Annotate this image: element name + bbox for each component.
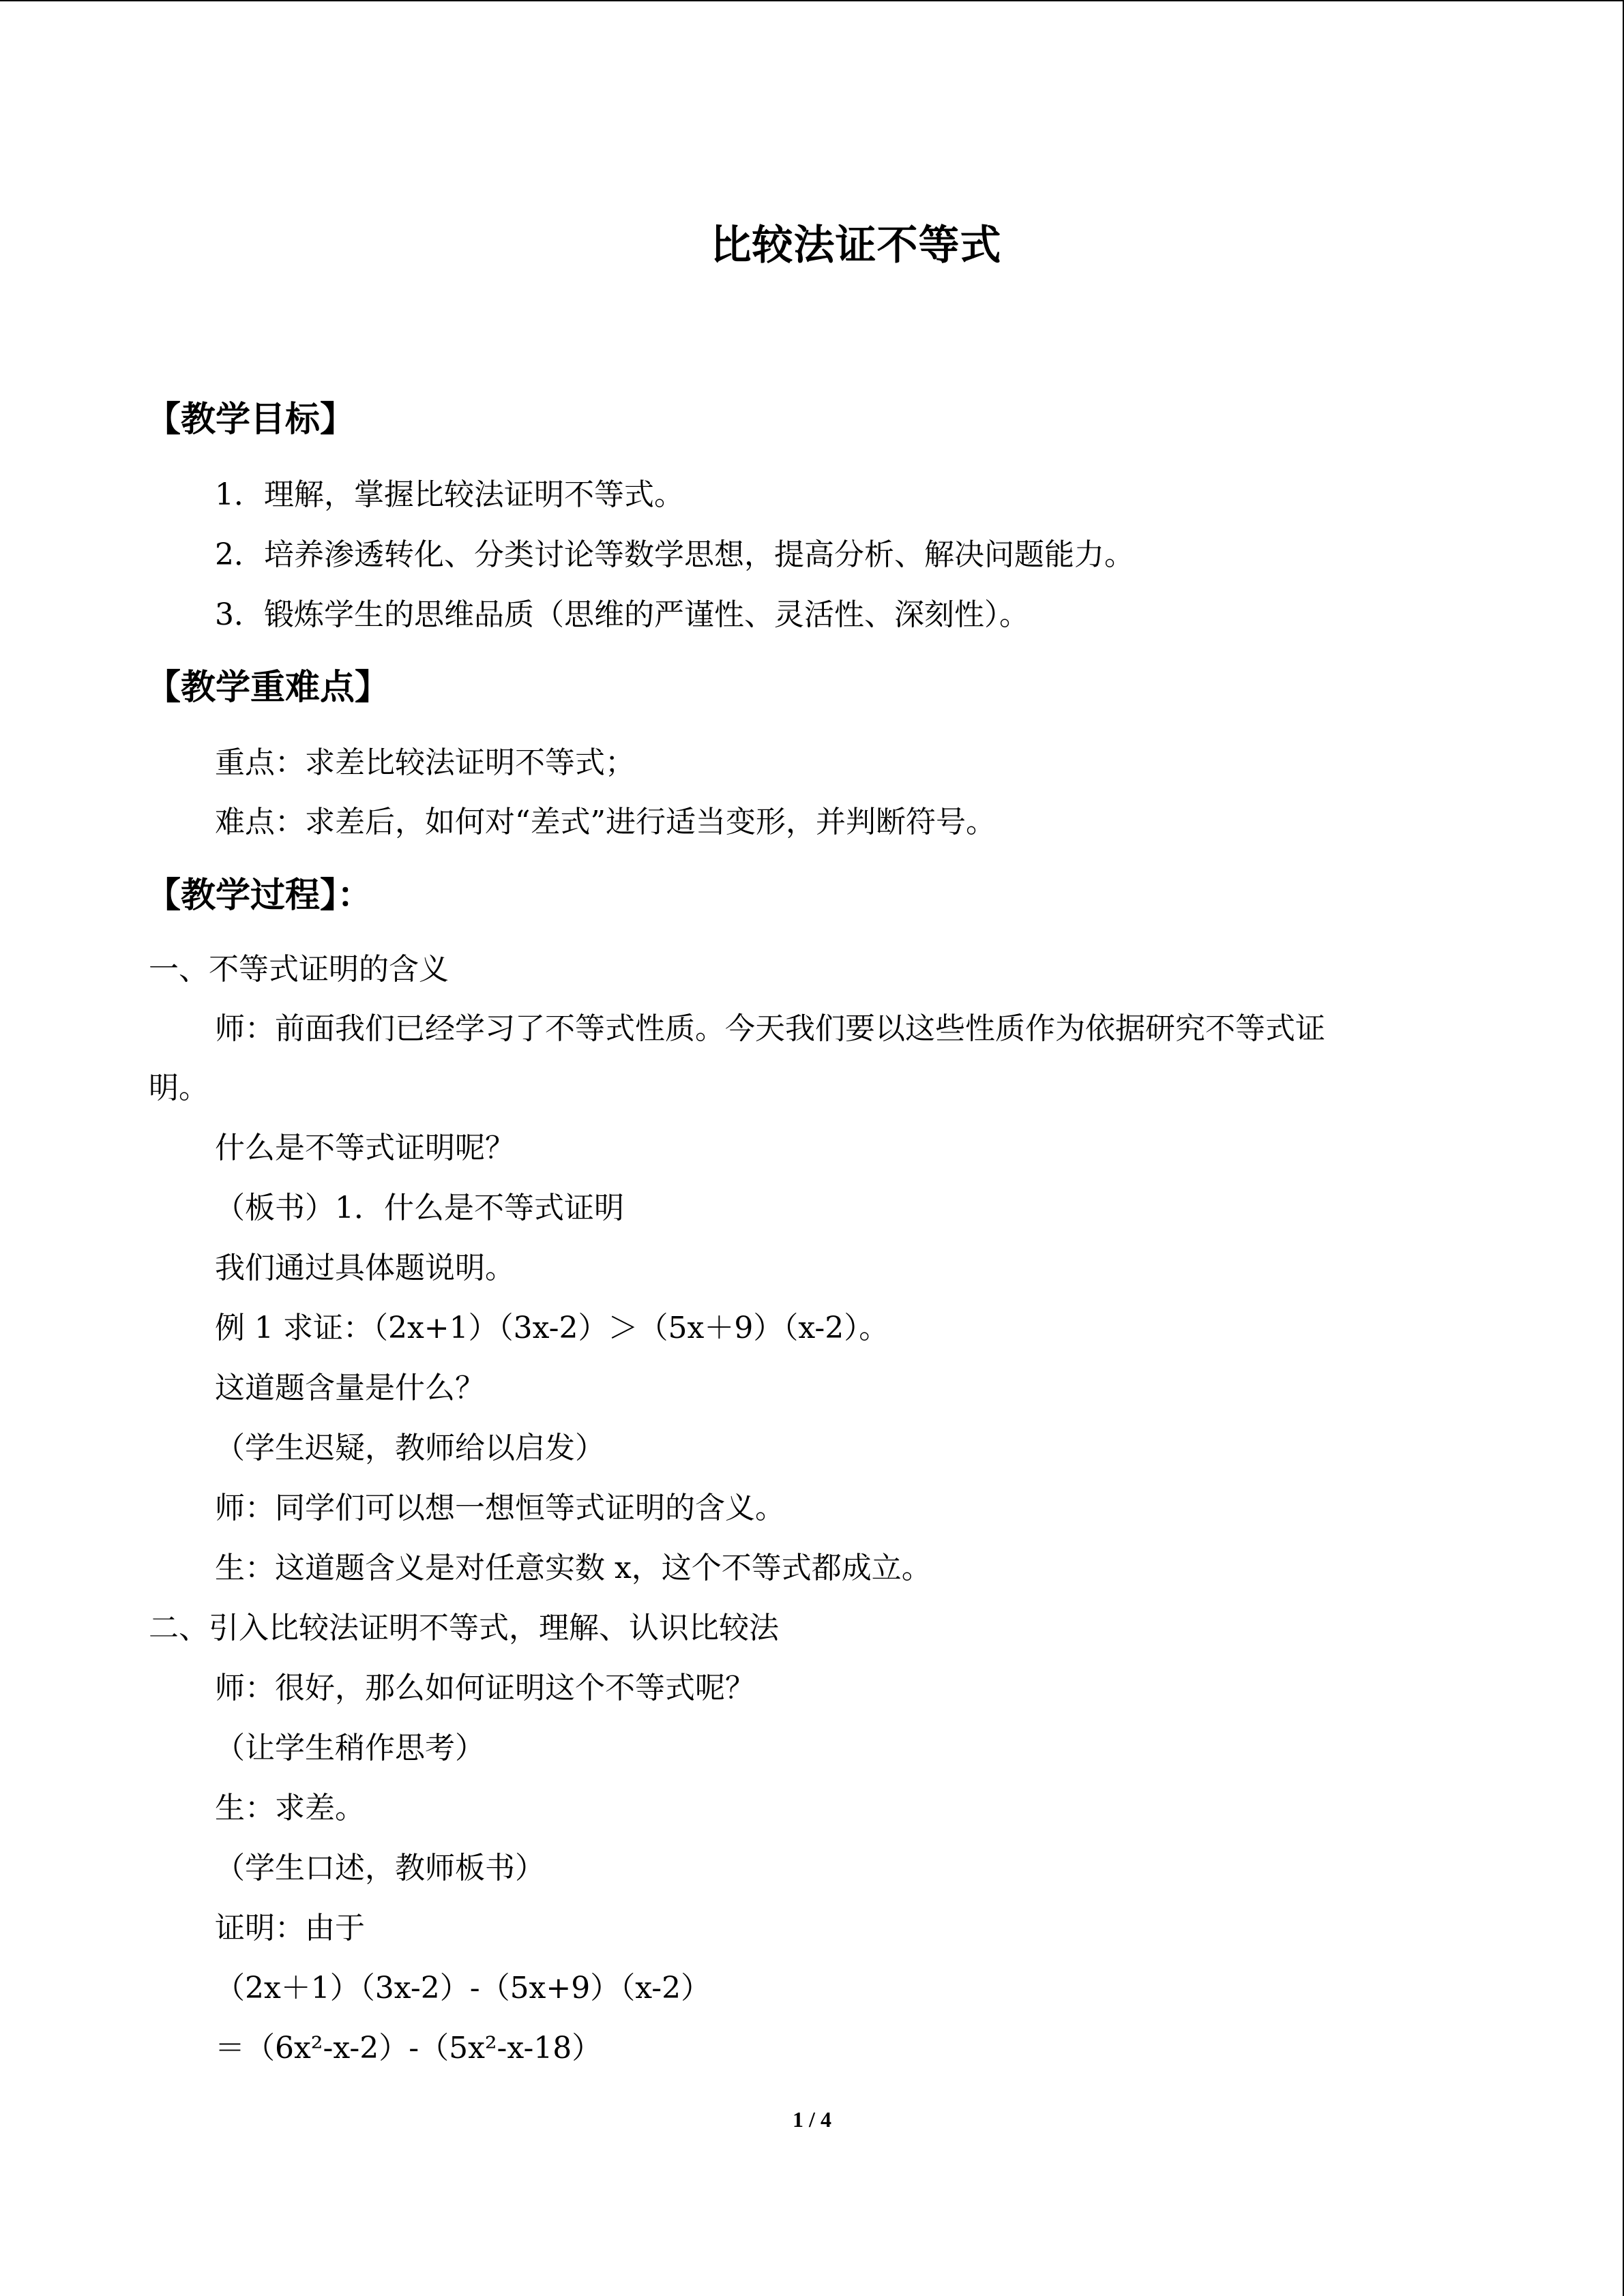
document-title: 比较法证不等式 (710, 222, 1002, 269)
paragraph-line: 明。 (149, 1071, 209, 1105)
paragraph-line: （学生迟疑，教师给以启发） (215, 1431, 605, 1465)
paragraph-line: （让学生稍作思考） (215, 1731, 485, 1765)
key-point-item-2: 难点：求差后，如何对“差式”进行适当变形，并判断符号。 (215, 805, 996, 839)
objective-item-2: 2．培养渗透转化、分类讨论等数学思想，提高分析、解决问题能力。 (215, 537, 1134, 572)
section-heading-2: 二、引入比较法证明不等式，理解、认识比较法 (149, 1611, 779, 1645)
paragraph-line: 这道题含量是什么？ (215, 1371, 485, 1405)
section-heading-1: 一、不等式证明的含义 (149, 952, 449, 987)
heading-objectives: 【教学目标】 (146, 400, 355, 440)
heading-process: 【教学过程】： (146, 876, 372, 916)
paragraph-line: 我们通过具体题说明。 (215, 1251, 515, 1285)
paragraph-line: （学生口述，教师板书） (215, 1851, 545, 1885)
paragraph-line: 什么是不等式证明呢？ (215, 1131, 515, 1165)
formula-line: （2x＋1）（3x-2）-（5x+9）（x-2） (215, 1971, 711, 2006)
objective-item-1: 1．理解，掌握比较法证明不等式。 (215, 477, 684, 512)
formula-line: ＝（6x²-x-2）-（5x²-x-18） (215, 2031, 602, 2066)
page-number: 1 / 4 (793, 2107, 831, 2132)
example-line: 例 1 求证：（2x+1）（3x-2）＞（5x＋9）（x-2）。 (215, 1311, 889, 1345)
paragraph-line: 师：很好，那么如何证明这个不等式呢？ (215, 1671, 755, 1705)
paragraph-line: 师：同学们可以想一想恒等式证明的含义。 (215, 1491, 785, 1525)
paragraph-line: 生：求差。 (215, 1791, 365, 1825)
paragraph-line: 师：前面我们已经学习了不等式性质。今天我们要以这些性质作为依据研究不等式证 (215, 1011, 1325, 1046)
paragraph-line: 生：这道题含义是对任意实数 x，这个不等式都成立。 (215, 1551, 932, 1585)
heading-key-points: 【教学重难点】 (146, 668, 390, 708)
key-point-item-1: 重点：求差比较法证明不等式； (215, 745, 635, 780)
paragraph-line: 证明：由于 (215, 1911, 365, 1945)
objective-item-3: 3．锻炼学生的思维品质（思维的严谨性、灵活性、深刻性）。 (215, 597, 1029, 632)
paragraph-line: （板书）1．什么是不等式证明 (215, 1191, 624, 1225)
